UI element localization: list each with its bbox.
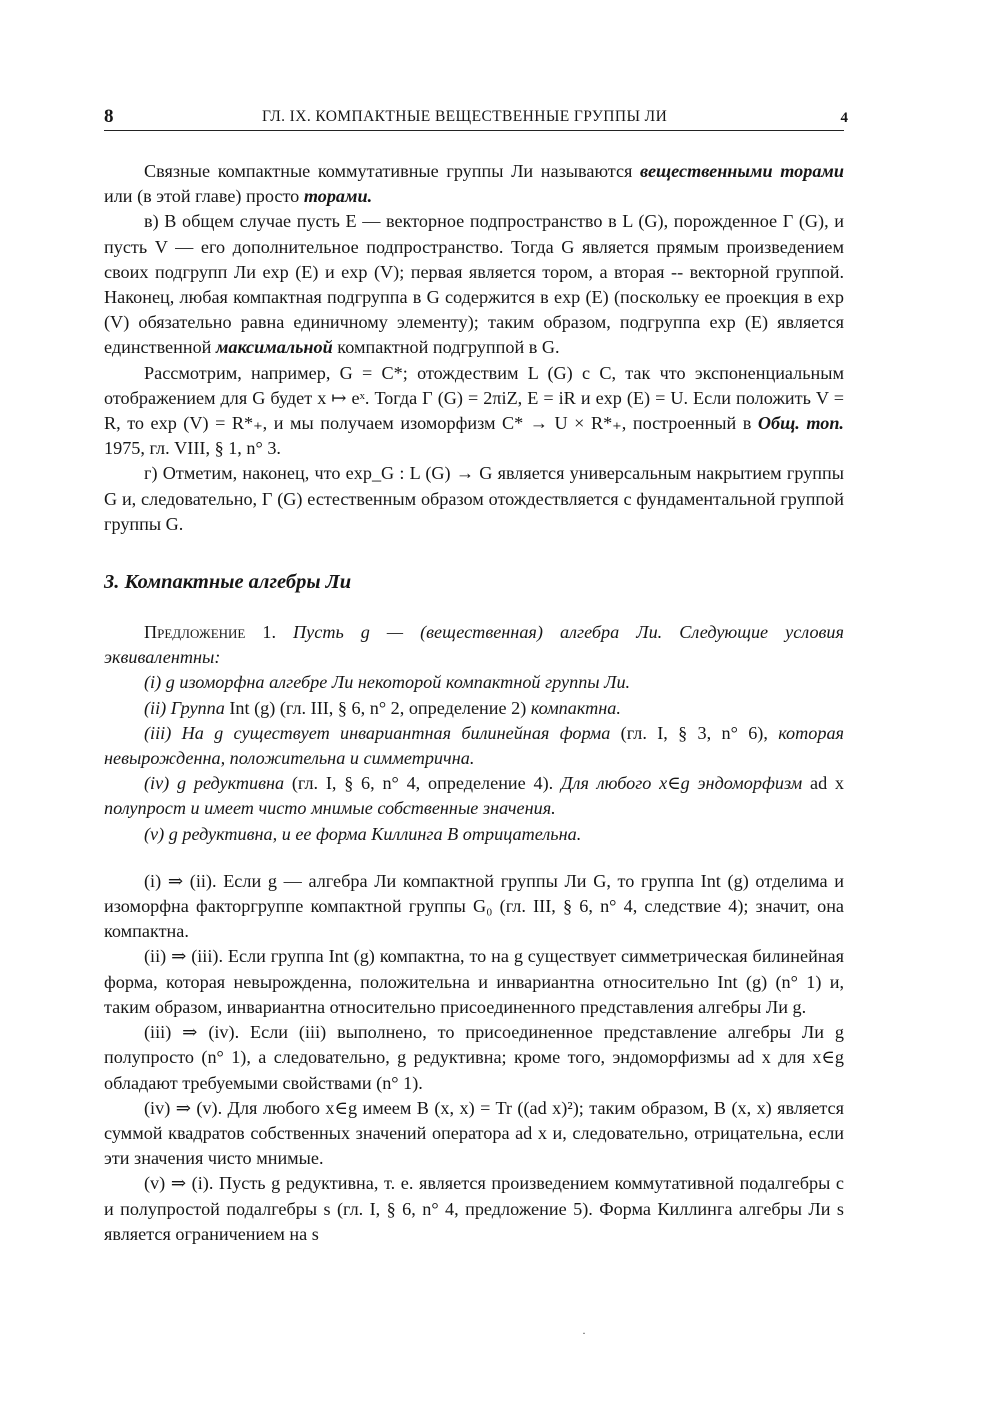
section-title: 3. Компактные алгебры Ли [104, 571, 352, 594]
paragraph-general-case: в) В общем случае пусть E — векторное подпространство в L (G), порожденное Γ (G), и пусть V — его дополнительное подпространство. Тогда G является прямым произведением своих подгрупп Ли exp (E) и exp (V); первая является тором, а вторая -- векторной группой. Наконец, любая компактная подгруппа в G содержится в exp (E) (поскольку ее проекция в exp (V) обязательно равна единичному элементу); таким образом, подгруппа exp (E) является единственной максимальной компактной подгруппой в G. [104, 211, 844, 358]
page [104, 104, 848, 1247]
proposition-item-iii: (iii) На g существует инвариантная билинейная форма (гл. I, § 3, n° 6), которая невырожденна, положительна и симметрична. [104, 722, 844, 769]
running-header [104, 104, 848, 131]
footer-dot: · [582, 1326, 586, 1340]
proof-i-ii: (i) ⇒ (ii). Если g — алгебра Ли компактной группы Ли G, то группа Int (g) отделима и изоморфна факторгруппе компактной группы G₀ (гл. III, § 6, n° 4, следствие 4); значит, она компактна. [104, 870, 844, 942]
proposition-item-v: (v) g редуктивна, и ее форма Киллинга B отрицательна. [144, 823, 582, 844]
page-number: 8 [104, 106, 114, 127]
proof-iv-v: (iv) ⇒ (v). Для любого x∈g имеем B (x, x) = Tr ((ad x)²); таким образом, B (x, x) является суммой квадратов собственных значений оператора ad x и, следовательно, отрицательна, если эти значения чисто мнимые. [104, 1097, 844, 1169]
corner-mark: 4 [840, 110, 848, 126]
proposition-item-i: (i) g изоморфна алгебре Ли некоторой компактной группы Ли. [144, 672, 631, 693]
proposition-statement: Предложение 1. Пусть g — (вещественная) алгебра Ли. Следующие условия эквивалентны: [104, 622, 844, 668]
paragraph-universal-cover: г) Отметим, наконец, что exp_G : L (G) → G является универсальным накрытием группы G и, следовательно, Γ (G) естественным образом отождествляется с фундаментальной группой группы G. [104, 463, 844, 534]
proof-ii-iii: (ii) ⇒ (iii). Если группа Int (g) компактна, то на g существует симметрическая билинейная форма, которая невырожденна, положительна и инвариантна относительно Int (g) (n° 1) и, таким образом, инвариантна относительно присоединенного представления алгебры Ли g. [104, 946, 844, 1017]
proposition-item-iv: (iv) g редуктивна (гл. I, § 6, n° 4, определение 4). Для любого x∈g эндоморфизм ad x полупрост и имеет чисто мнимые собственные значения. [104, 773, 845, 819]
paragraph-tori: Связные компактные коммутативные группы Ли называются вещественными торами или (в этой главе) просто торами. [104, 161, 844, 207]
proof-v-i: (v) ⇒ (i). Пусть g редуктивна, т. е. является произведением коммутативной подалгебры c и полупростой подалгебры s (гл. I, § 6, n° 4, предложение 5). Форма Киллинга алгебры Ли s является ограничением на s [104, 1173, 844, 1244]
running-title: ГЛ. IX. КОМПАКТНЫЕ ВЕЩЕСТВЕННЫЕ ГРУППЫ ЛИ [262, 108, 668, 125]
proposition-item-ii: (ii) Группа Int (g) (гл. III, § 6, n° 2, определение 2) компактна. [144, 697, 621, 718]
text-body [104, 159, 844, 1247]
proof-iii-iv: (iii) ⇒ (iv). Если (iii) выполнено, то присоединенное представление алгебры Ли g полупросто (n° 1), а следовательно, g редуктивна; кроме того, эндоморфизмы ad x для x∈g обладают требуемыми свойствами (n° 1). [104, 1022, 844, 1093]
spacer [104, 847, 844, 869]
paragraph-example: Рассмотрим, например, G = C*; отождествим L (G) с C, так что экспоненциальным отображением для G будет x ↦ eˣ. Тогда Γ (G) = 2πiZ, E = iR и exp (E) = U. Если положить V = R, то exp (V) = R*₊, и мы получаем изоморфизм C* → U × R*₊, построенный в Общ. топ. 1975, гл. VIII, § 1, n° 3. [104, 362, 844, 459]
